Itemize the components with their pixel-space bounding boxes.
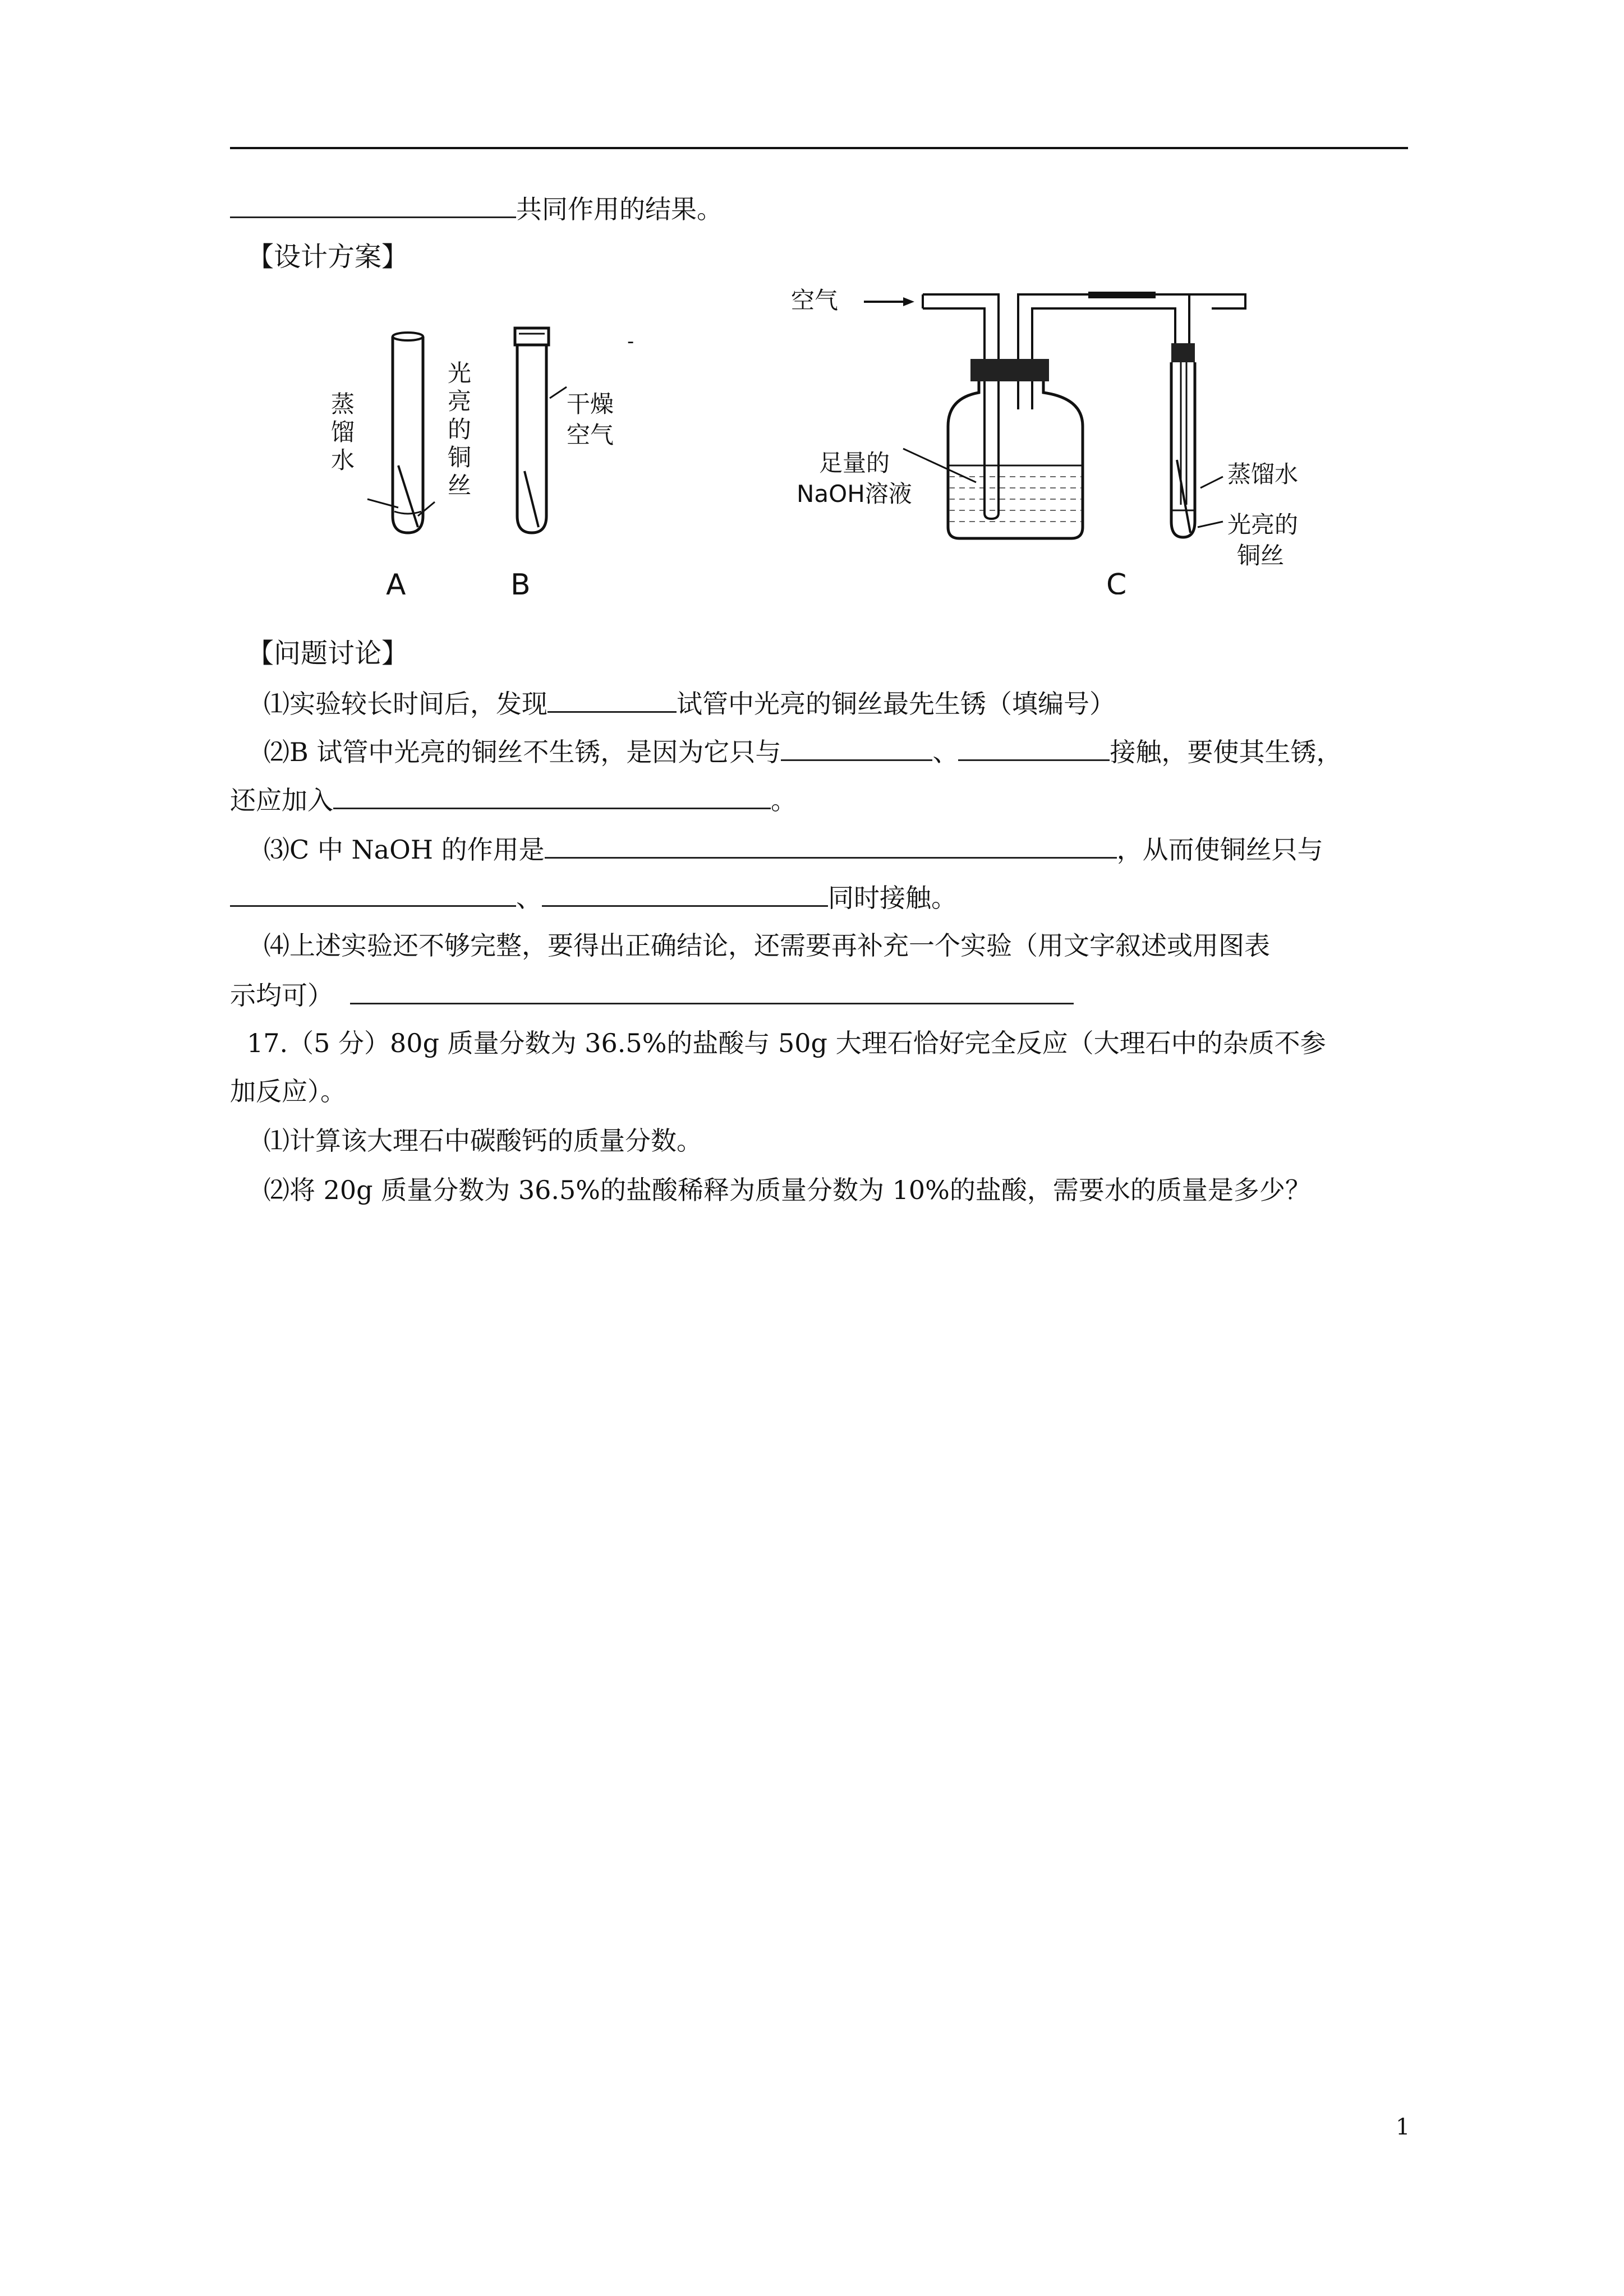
tube-a-letter: A <box>386 568 406 594</box>
question-1 <box>264 685 1115 721</box>
q4-blank[interactable] <box>350 977 1074 1004</box>
question-2-line-2 <box>230 782 797 817</box>
question-17-sub-1: ⑴计算该大理石中碳酸钙的质量分数。 <box>264 1126 702 1156</box>
q3-blank-2[interactable] <box>230 879 516 907</box>
bottle-label-1: 足量的 <box>819 449 890 477</box>
header-rule <box>230 147 1408 149</box>
line-top <box>230 191 723 226</box>
tube-c-water-label: 蒸馏水 <box>1227 460 1299 488</box>
question-4: ⑷上述实验还不够完整，要得出正确结论，还需要再补充一个实验（用文字叙述或用图表 <box>264 930 1270 961</box>
tube-a-label-1: 蒸 <box>331 390 355 418</box>
question-17-line-2: 加反应）。 <box>230 1076 346 1106</box>
tube-c-wire-label-2: 铜丝 <box>1237 542 1285 569</box>
experiment-figure <box>303 280 1397 594</box>
tube-a-wire-5: 丝 <box>448 472 472 499</box>
q2-line2-suffix: 。 <box>771 785 797 815</box>
q3-suffix: ，从而使铜丝只与 <box>1116 835 1323 865</box>
tube-a <box>367 333 435 533</box>
answer-blank[interactable] <box>230 191 516 218</box>
question-4-line-2 <box>230 977 1074 1012</box>
question-17-sub-2: ⑵将 20g 质量分数为 36.5%的盐酸稀释为质量分数为 10%的盐酸，需要水的质量是多少？ <box>264 1175 1311 1205</box>
tube-c-wire-label-1: 光亮的 <box>1227 511 1299 538</box>
q2-prefix: ⑵B 试管中光亮的铜丝不生锈，是因为它只与 <box>264 737 781 767</box>
q2-line2-prefix: 还应加入 <box>230 785 333 815</box>
design-heading: 【设计方案】 <box>247 241 409 273</box>
q2-sep: 、 <box>932 737 959 767</box>
q3-blank-3[interactable] <box>542 879 828 907</box>
page-number: 1 <box>1396 2114 1410 2140</box>
tube-a-label-3: 水 <box>331 446 355 474</box>
setup-c-letter: C <box>1106 568 1127 594</box>
question-17: 17.（5 分）80g 质量分数为 36.5%的盐酸与 50g 大理石恰好完全反应（大理石中的杂质不参 <box>247 1028 1326 1058</box>
tube-a-wire-4: 铜 <box>448 444 472 471</box>
tube-b <box>515 328 567 533</box>
tube-b-label-2: 空气 <box>567 421 614 449</box>
tube-a-wire-1: 光 <box>448 359 472 387</box>
tube-b-label-1: 干燥 <box>567 390 614 418</box>
tube-b-letter: B <box>510 568 531 594</box>
q3-line2-suffix: 同时接触。 <box>828 883 957 913</box>
q3-prefix: ⑶C 中 NaOH 的作用是 <box>264 835 545 865</box>
question-3 <box>264 831 1323 866</box>
tube-a-wire-2: 亮 <box>448 388 472 415</box>
tube-a-label-2: 馏 <box>331 418 355 446</box>
q1-blank[interactable] <box>548 685 677 713</box>
q2-blank-2[interactable] <box>958 734 1110 761</box>
q1-prefix: ⑴实验较长时间后，发现 <box>264 689 548 719</box>
air-label: 空气 <box>791 287 839 314</box>
discussion-heading: 【问题讨论】 <box>247 638 409 669</box>
q2-blank-1[interactable] <box>781 734 932 761</box>
q3-blank-1[interactable] <box>545 831 1117 859</box>
question-2 <box>264 734 1342 769</box>
line-top-text: 共同作用的结果。 <box>516 194 723 224</box>
question-3-line-2 <box>230 879 957 915</box>
q4-line2-prefix: 示均可） <box>230 980 333 1011</box>
q1-suffix: 试管中光亮的铜丝最先生锈（填编号） <box>677 689 1115 719</box>
bottle-label-2: NaOH溶液 <box>797 480 912 508</box>
stray-mark: - <box>627 330 634 353</box>
tube-a-wire-3: 的 <box>448 416 472 443</box>
q2-suffix: 接触，要使其生锈， <box>1110 737 1342 767</box>
q3-sep: 、 <box>516 883 542 913</box>
q2-blank-3[interactable] <box>333 782 771 809</box>
